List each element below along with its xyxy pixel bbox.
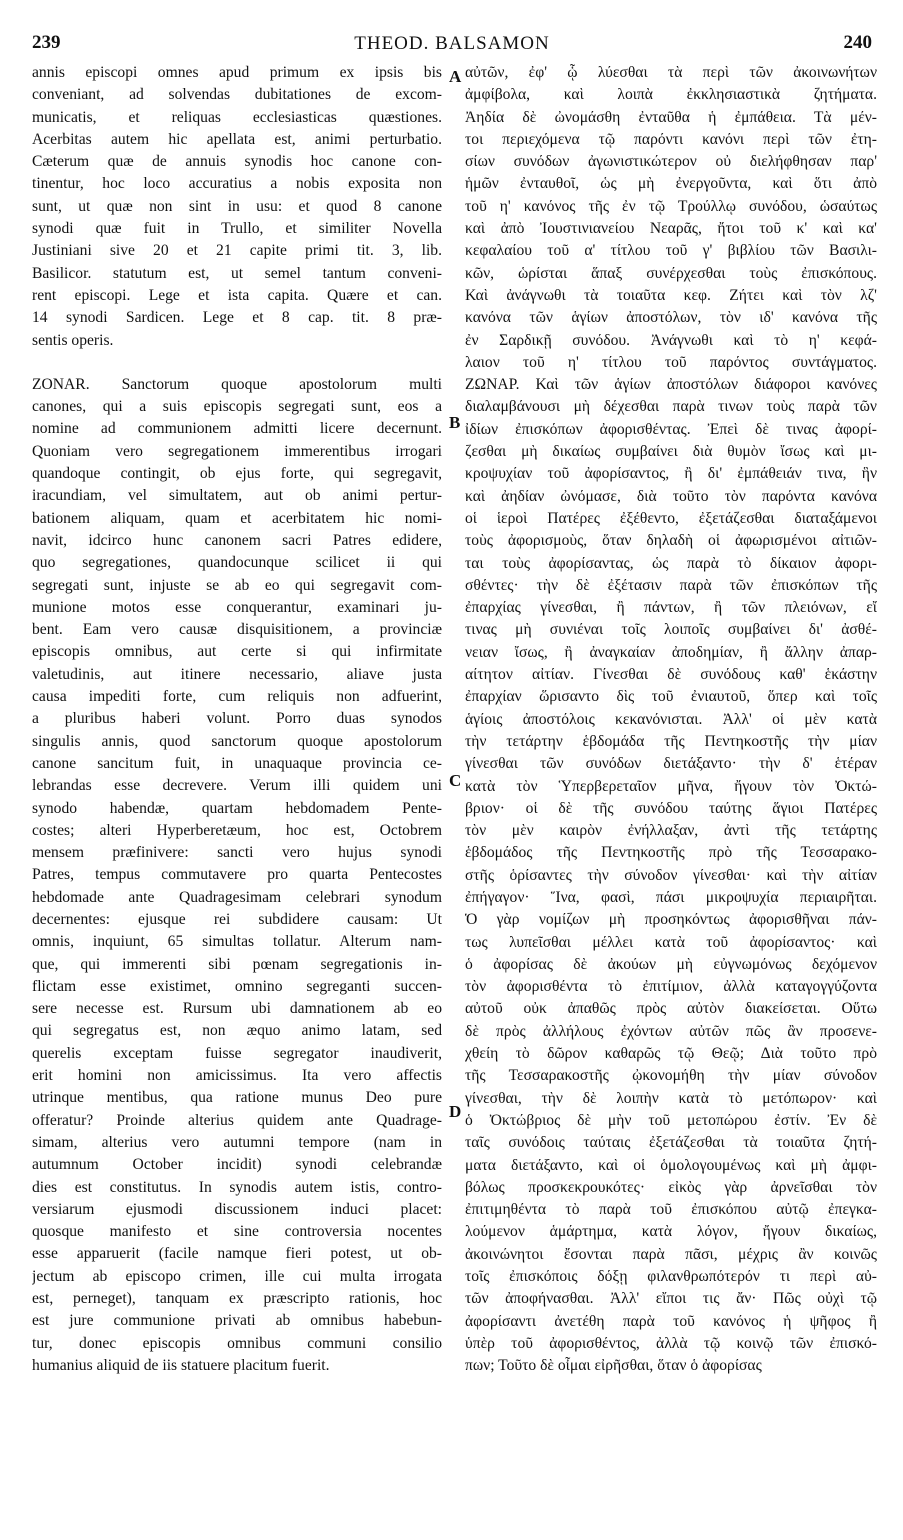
text-line: versiarum ejusmodi discussionem induci placet: — [32, 1200, 442, 1218]
text-line: ὁ Ὀκτώβριος δὲ μὴν τοῦ μετοπώρου ἐστίν. Ἐν δὲ — [465, 1111, 877, 1129]
text-line: κεφαλαίου τοῦ α' τίτλου τοῦ γ' βιβλίου τῶν Βασιλι- — [465, 242, 877, 260]
text-line: Quoniam vero segregationem immerentibus irrogari — [32, 442, 442, 460]
text-line: γίνεσθαι τῶν συνόδων διετάξαντο· τὴν δ' ἑτέραν — [465, 755, 877, 773]
text-line: κανόνα τῶν ἁγίων ἀποστόλων, τὸν ιδ' κανόνα τῆς — [465, 309, 877, 327]
text-line: est jure communione privati ab omnibus habebun- — [32, 1312, 442, 1330]
text-line: Ὁ γὰρ νομίζων μὴ προσηκόντως ἀφορισθῆναι πάν- — [465, 911, 877, 929]
text-line: canone sancitum fuit, in unaquaque provincia ce- — [32, 754, 442, 772]
margin-marker-a: A — [449, 67, 462, 86]
text-line: annis episcopi omnes apud primum ex ipsis bis — [32, 64, 442, 81]
text-line: κῶν, ὡρίσται ἅπαξ συνέρχεσθαι τοὺς ἐπισκόπους. — [465, 264, 877, 282]
text-line: οἱ ἱεροὶ Πατέρες ἐξέθεντο, ἐξετάζεσθαι διαταξάμενοι — [465, 509, 877, 527]
text-line: ἰδίων ἐπισκόπων ἀφορισθέντας. Ἐπεὶ δὲ τινας ἀφορί- — [465, 420, 877, 438]
text-line: segregati sunt, injuste se ab eo qui segregavit com- — [32, 576, 442, 594]
text-line: τὸν μὲν καιρὸν ἐνήλλαξαν, ἀντὶ τῆς τετάρτης — [465, 822, 877, 840]
text-line: πων; Τοῦτο δὲ οἶμαι εἰρῆσθαι, ὅταν ὁ ἀφορίσας — [465, 1357, 762, 1375]
text-line: αὐτῶν, ἐφ' ᾧ λύεσθαι τὰ περὶ τῶν ἀκοινωνήτων — [465, 64, 877, 81]
text-line: βριον· οἱ δὲ τῆς συνόδου ταύτης ἅγιοι Πατέρες — [465, 799, 877, 817]
text-line: καὶ ἀηδίαν ὠνόμασε, διὰ τοῦτο τὸν παρόντα κανόνα — [465, 487, 877, 505]
text-line: rent episcopi. Lege et ista capita. Quære et can. — [32, 286, 442, 304]
margin-marker-d: D — [449, 1102, 462, 1121]
text-line: ἐπιτιμηθέντα τὸ παρὰ τοῦ ἐπισκόπου αὐτῷ ἐπεγκα- — [465, 1201, 877, 1219]
text-line: Justiniani sive 20 et 21 capite primi tit. 3, lib. — [32, 242, 442, 260]
text-line: utrinque mentibus, qua ratione munus Deo pure — [32, 1089, 442, 1107]
text-line: iracundiam, vel simultatem, aut ob animi pertur- — [32, 487, 442, 505]
text-line: querelis exceptam fuisse segregator inaudiverit, — [32, 1044, 442, 1062]
text-line: ματα διετάξαντο, καὶ οἱ ὁμολογουμένως καὶ μὴ ἀμφι- — [465, 1156, 877, 1174]
text-line: jectum ab episcopo crimen, ille cui multa irrogata — [32, 1267, 442, 1285]
text-line: humanius aliquid de iis statuere placitum fuerit. — [32, 1356, 330, 1374]
text-line: simam, alterius vero autumni tempore (nam in — [32, 1133, 442, 1151]
text-line: costes; alteri Hyperberetæum, hoc est, Octobrem — [32, 821, 442, 839]
text-line: κατὰ τὸν Ὑπερβερεταῖον μῆνα, ἤγουν τὸν Ὀκτώ- — [465, 777, 877, 795]
text-line: τινας μὴ συνιέναι τοῖς λοιποῖς συμβαίνει δι' ἀσθέ- — [465, 621, 877, 639]
text-line: a pluribus haberi volunt. Porro duas synodos — [32, 710, 442, 728]
margin-marker-c: C — [449, 771, 462, 790]
text-line: canones, qui a suis episcopis segregati sunt, eos a — [32, 398, 442, 416]
running-title: THEOD. BALSAMON — [354, 33, 550, 54]
text-line: conveniant, ad solvendas dubitationes de excom- — [32, 86, 442, 104]
text-line: decernentes: ejusque rei subdidere causam: Ut — [32, 910, 442, 928]
text-line: τὴν τετάρτην ἑβδομάδα τῆς Πεντηκοστῆς τὴν μίαν — [465, 732, 877, 750]
text-line: tur, donec episcopis omnibus communi consilio — [32, 1334, 442, 1352]
text-line: τῆς Τεσσαρακοστῆς ᾠκονομήθη τὴν μίαν σύνοδον — [465, 1067, 877, 1085]
text-line: quandoque contingit, ob ejus forte, qui segregavit, — [32, 465, 442, 483]
text-line: καὶ ἀπὸ Ἰουστινιανείου Νεαρᾶς, ἤτοι τοῦ κ' καὶ κα' — [465, 220, 877, 238]
text-line: νειαν ἴσως, ἢ ἀναγκαίαν ἀποδημίαν, ἢ ἄλλην ἀπαρ- — [465, 643, 877, 661]
text-line: autumnum October incidit) synodi celebrandæ — [32, 1156, 442, 1174]
text-line: ἐπήγαγον· Ἵνα, φασὶ, πάσι μικροψυχία περιαιρῆται. — [465, 888, 877, 906]
text-line: τοῦ η' κανόνος τῆς ἐν τῷ Τρούλλῳ συνόδου, ὡσαύτως — [465, 197, 877, 215]
text-line: tinentur, hoc loco accuratius a nobis exposita non — [32, 175, 442, 193]
text-line: navit, idcirco hunc canonem sacri Patres edidere, — [32, 531, 442, 549]
text-line: causa impediti forte, cum reliquis non adfuerint, — [32, 688, 442, 706]
text-line: κροψυχίαν τοῦ ἀφορίσαντος, ἢ δι' ἐμπάθειάν τινα, ἣν — [465, 465, 877, 483]
paragraph-gap — [32, 352, 442, 374]
text-line: λαιον τοῦ η' τίτλου τοῦ παρόντος συντάγματος. — [465, 353, 877, 371]
text-line: ταῖς συνόδοις ταύταις ἐξετάζεσθαι τὰ τοιαῦτα ζητή- — [465, 1134, 877, 1152]
text-line: singulis annis, quod sanctorum quoque apostolorum — [32, 732, 442, 750]
text-line: ΖΩΝΑΡ. Καὶ τῶν ἁγίων ἀποστόλων διάφοροι κανόνες — [465, 376, 877, 394]
text-line: αὐτοῦ οὐκ ἀπαθῶς πρὸς αὐτὸν διακείσεται. Οὕτω — [465, 1000, 877, 1018]
text-line: τοῖς ἐπισκόποις δόξῃ φιλανθρωπότερόν τι περὶ αὐ- — [465, 1268, 877, 1286]
text-line: ὑπὲρ τοῦ ἀφορισθέντος, ἀλλὰ τῷ κοινῷ τῶν ἐπισκό- — [465, 1334, 877, 1352]
greek-column — [465, 62, 877, 1378]
latin-column — [32, 62, 442, 1377]
text-line: Acerbitas autem hic apellata est, animi perturbatio. — [32, 130, 442, 148]
text-line: ἀκοινώνητοι ἔσονται παρὰ πᾶσι, μέχρις ἂν κοινῶς — [465, 1245, 877, 1263]
text-line: Ἀηδία δὲ ὠνομάσθη ἐνταῦθα ἡ ἐμπάθεια. Τὰ μέν- — [465, 108, 877, 126]
text-line: lebrandas esse decrevere. Verum illi quidem uni — [32, 777, 442, 795]
text-line: est, perneget), tanquam ex præscripto rationis, hoc — [32, 1290, 442, 1308]
text-line: Καὶ ἀνάγνωθι τὰ τοιαῦτα κεφ. Ζήτει καὶ τὸν λζ' — [465, 286, 877, 304]
text-line: dies est constitutus. In synodis autem istis, contro- — [32, 1178, 442, 1196]
text-line: mensem præfinivere: sancti vero hujus synodi — [32, 844, 442, 862]
text-line: Patres, tempus commutavere pro quarta Pentecostes — [32, 866, 442, 884]
text-line: στῆς ὁρίσαντες τὴν σύνοδον γίνεσθαι· καὶ τὴν αἰτίαν — [465, 866, 877, 884]
text-line: ἑβδομάδος τῆς Πεντηκοστῆς πρὸ τῆς Τεσσαρακο- — [465, 844, 877, 862]
text-line: σίων συνόδων ἀγωνιστικώτερον οὐ διελήφθησαν παρ' — [465, 153, 877, 171]
text-line: municatis, et reliquas ecclesiasticas quæstiones. — [32, 108, 442, 126]
text-line: flictam esse existimet, omnino segreganti succen- — [32, 977, 442, 995]
text-line: erit homini non amicissimus. Ita vero affectis — [32, 1067, 442, 1085]
text-line: sere necesse est. Rursum ubi damnationem ab eo — [32, 1000, 442, 1018]
text-line: Basilicor. statutum est, ut semel tantum conveni- — [32, 264, 442, 282]
text-line: γίνεσθαι, τὴν δὲ λοιπὴν κατὰ τὸ μετόπωρον· καὶ — [465, 1089, 877, 1107]
text-line: τῶν ἀποφήνασθαι. Ἀλλ' εἴποι τις ἄν· Πῶς οὐχὶ τῷ — [465, 1290, 877, 1308]
margin-marker-b: B — [449, 413, 461, 432]
text-line: χθείη τὸ δῶρον καθαρῶς τῷ Θεῷ; Διὰ τοῦτο πρὸ — [465, 1045, 877, 1063]
page-number-right: 240 — [843, 32, 872, 53]
text-line: valetudinis, aut itinere necessario, aliave justa — [32, 665, 442, 683]
text-line: qui segregatus est, non æquo animo latam, sed — [32, 1022, 442, 1040]
text-line: ZONAR. Sanctorum quoque apostolorum multi — [32, 375, 442, 393]
text-line: ἐν Σαρδικῇ συνόδου. Ἀνάγνωθι καὶ τὸ η' κεφά- — [465, 331, 877, 349]
text-line: ἀφορίσαντι ἀνετέθη παρὰ τοῦ κανόνος ἡ ψῆφος ἢ — [465, 1312, 877, 1330]
text-line: ὁ ἀφορίσας δὲ ἀκούων μὴ εὐγνωμόνως δεχόμενον — [465, 955, 877, 973]
text-line: sunt, ut quæ non sint in usu: et quod 8 canone — [32, 197, 442, 215]
text-line: esse apparuerit (facile namque fieri potest, ut ob- — [32, 1245, 442, 1263]
text-line: sentis operis. — [32, 331, 114, 349]
text-line: quo segregationes, quandocunque scilicet ii qui — [32, 554, 442, 572]
text-line: hebdomade ante Quadragesimam celebrari synodum — [32, 888, 442, 906]
page-number-left: 239 — [32, 32, 61, 53]
text-line: bent. Eam vero causæ disquisitionem, a provinciæ — [32, 621, 442, 639]
text-line: ἐπαρχίαν ὥρισαντο δὶς τοῦ ἐνιαυτοῦ, ὅπερ καὶ τοῖς — [465, 688, 877, 706]
text-line: αίτητον αἰτίαν. Γίνεσθαι δὲ συνόδους καθ' ἑκάστην — [465, 666, 877, 684]
text-line: bationem aliquam, quam et acerbitatem hic nomi- — [32, 509, 442, 527]
text-line: τοὺς ἀφορισμοὺς, ὅταν δηλαδὴ οἱ ἀφωρισμένοι αἰτιῶν- — [465, 532, 877, 550]
text-line: omnis, inquiunt, 65 simultas tollatur. Alterum nam- — [32, 933, 442, 951]
text-line: synodo habendæ, quartam hebdomadem Pente- — [32, 799, 442, 817]
text-line: τὸν ἀφορισθέντα τὸ ἐπιτίμιον, ἀλλὰ καταγογγύζοντα — [465, 978, 877, 996]
text-line: βόλως προσκεκρουκότες· εἰκὸς γὰρ ἀρνεῖσθαι τὸν — [465, 1178, 877, 1196]
text-line: synodi quæ fuit in Trullo, et similiter Novella — [32, 220, 442, 238]
text-line: διαλαμβάνουσι μὴ δέχεσθαι παρὰ τινων τοὺς παρὰ τῶν — [465, 398, 877, 416]
text-line: ζεσθαι μὴ δικαίως συμβαίνει διὰ θυμὸν ἴσως καὶ μι- — [465, 443, 877, 461]
text-line: Cæterum quæ de annuis synodis hoc canone con- — [32, 153, 442, 171]
text-line: ἡμῶν ἐνταυθοῖ, ὡς μὴ ἐνεργοῦντα, καὶ ὅτι ἀπὸ — [465, 175, 877, 193]
text-line: ἐπαρχίας γίνεσθαι, ἢ πάντων, ἢ τῶν πλειόνων, εἴ — [465, 599, 877, 617]
text-line: nomine ad communionem admitti licere decernunt. — [32, 420, 442, 438]
text-line: ἁγίοις ἀποστόλοις κεκανόνισται. Ἀλλ' οἱ μὲν κατὰ — [465, 710, 877, 728]
text-line: que, qui immerenti sibi pœnam segregationis in- — [32, 955, 442, 973]
text-line: ἀμφίβολα, καὶ λοιπὰ ἐκκλησιαστικὰ ζητήματα. — [465, 86, 877, 104]
text-line: munione motos esse conquerantur, examinari ju- — [32, 598, 442, 616]
text-line: σθέντες· τὴν δὲ ἐξέτασιν παρὰ τῶν ἐπισκόπων τῆς — [465, 576, 877, 594]
text-line: δὲ πρὸς ἀλλήλους ἐχόντων αὐτῶν πῶς ἂν προσενε- — [465, 1022, 877, 1040]
page-header — [32, 32, 872, 62]
text-line: τως λυπεῖσθαι μέλλει κατὰ τοῦ ἀφορίσαντος· καὶ — [465, 933, 877, 951]
text-line: λούμενον ἁμάρτημα, κατὰ λόγον, ἤγουν δικαίως, — [465, 1223, 877, 1241]
text-line: τοι περιεχόμενα τῷ παρόντι κανόνι περὶ τῶν ἐτη- — [465, 130, 877, 148]
text-line: 14 synodi Sardicen. Lege et 8 cap. tit. 8 præ- — [32, 309, 442, 327]
text-line: offeratur? Proinde alterius quidem ante Quadrage- — [32, 1111, 442, 1129]
text-line: quosque manifesto et sine controversia nocentes — [32, 1223, 442, 1241]
text-line: ται τοὺς ἀφορίσαντας, ὡς παρὰ τὸ δίκαιον ἀφορι- — [465, 554, 877, 572]
text-line: episcopis omnibus, aut certe si qui infirmitate — [32, 643, 442, 661]
